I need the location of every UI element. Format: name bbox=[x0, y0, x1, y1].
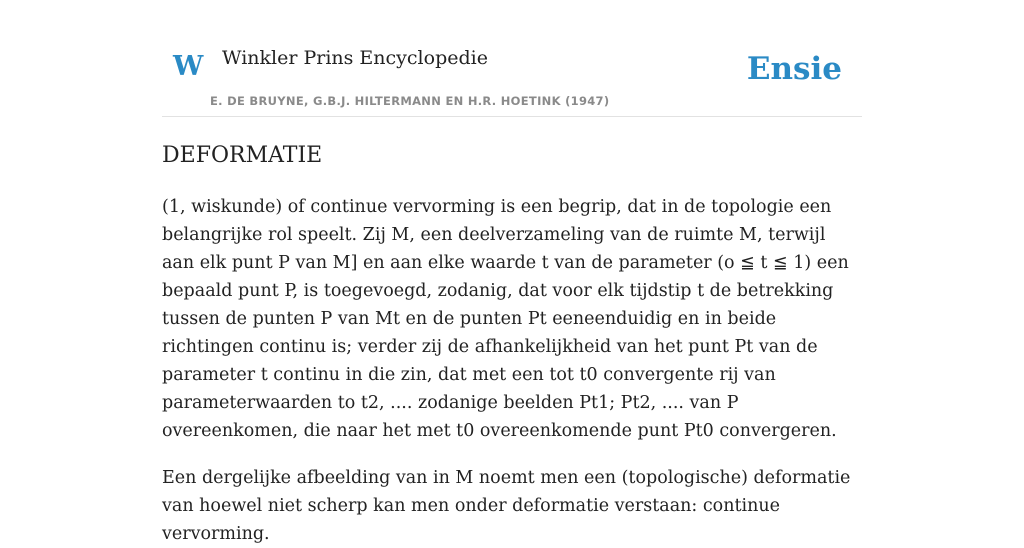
ensie-logo-link[interactable]: Ensie bbox=[746, 51, 842, 87]
page bbox=[162, 0, 862, 544]
article-title: DEFORMATIE bbox=[162, 143, 323, 168]
source-authors: E. DE BRUYNE, G.B.J. HILTERMANN EN H.R. HOETINK (1947) bbox=[210, 94, 610, 108]
source-title-link[interactable]: Winkler Prins Encyclopedie bbox=[222, 47, 488, 69]
article-paragraph: (1, wiskunde) of continue vervorming is een begrip, dat in de topologie een belangrijke rol speelt. Zij M, een deelverzameling van de ruimte M, terwijl aan elk punt P van M] en aan elke waarde t van de parameter (o ≦ t ≦ 1) een bepaald punt P, is toegevoegd, zodanig, dat voor elk tijdstip t de betrekking tussen de punten P van Mt en de punten Pt eeneenduidig en in beide richtingen continu is; verder zij de afhankelijkheid van het punt Pt van de parameter t continu in die zin, dat met een tot t0 convergente rij van parameterwaarden to t2, .... zodanige beelden Pt1; Pt2, .... van P overeenkomen, die naar het met t0 overeenkomende punt Pt0 convergeren. bbox=[162, 197, 849, 441]
article-paragraph: Een dergelijke afbeelding van in M noemt men een (topologische) deformatie van hoewel niet scherp kan men onder deformatie verstaan: continue vervorming. bbox=[162, 468, 851, 544]
winkler-prins-logo-link[interactable]: W bbox=[173, 51, 204, 82]
source-header bbox=[162, 0, 862, 117]
article bbox=[162, 142, 862, 548]
